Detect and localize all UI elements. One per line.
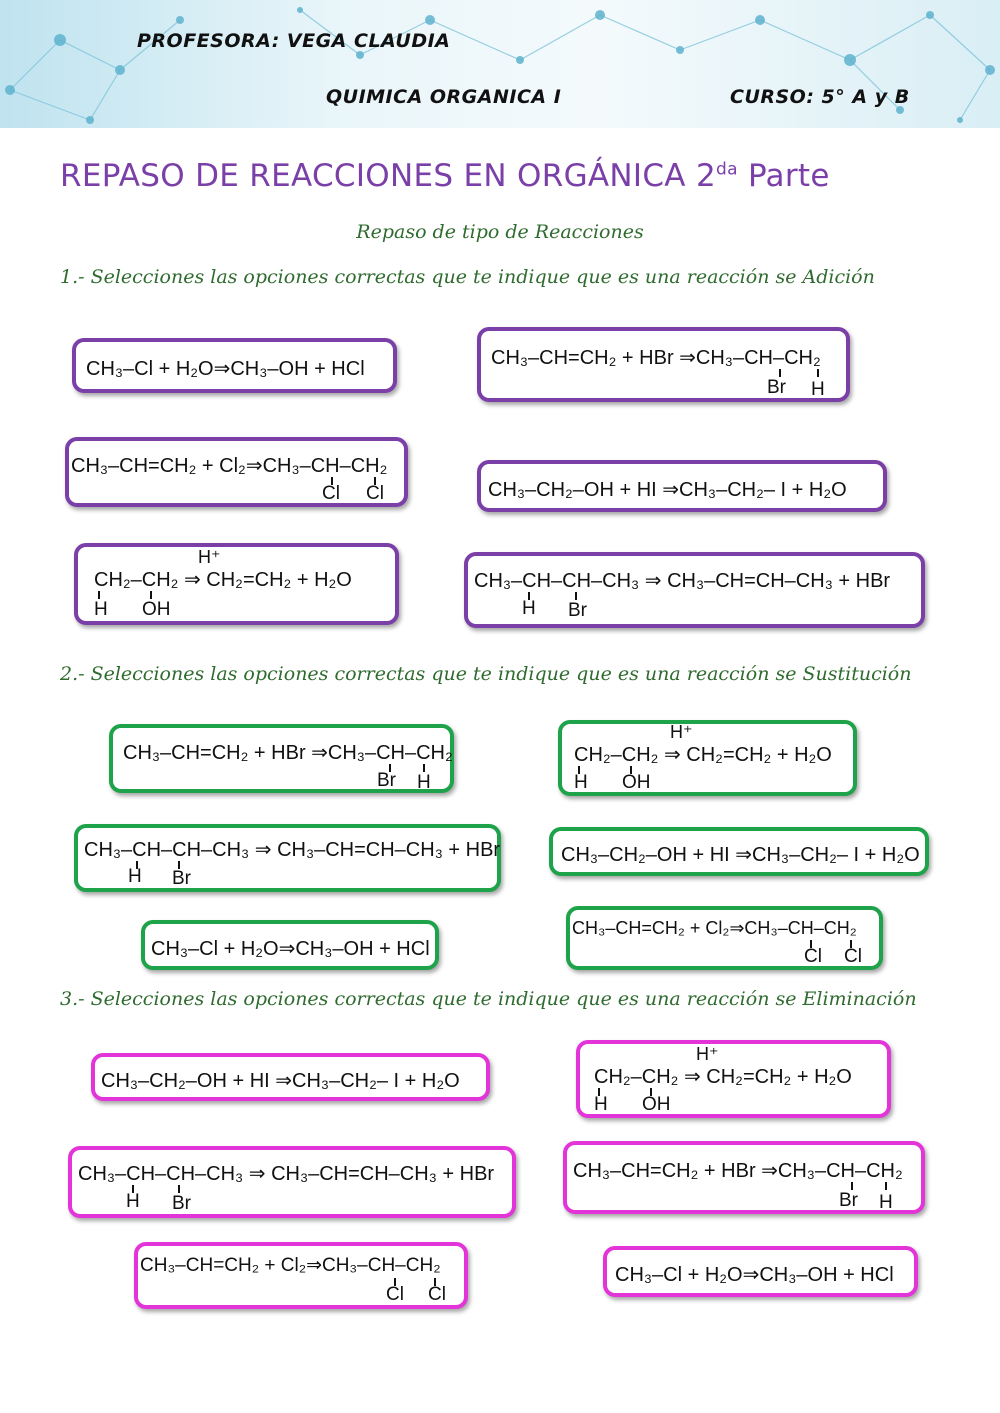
q3-option-propene-cl2[interactable]: CH₃–CH=CH₂ + Cl₂⇒CH₃–CH–CH₂ Cl Cl (134, 1242, 468, 1309)
q3-option-bromobutane-elimination[interactable]: CH₃–CH–CH–CH₃ ⇒ CH₃–CH=CH–CH₃ + HBr H Br (68, 1146, 516, 1218)
page-title: REPASO DE REACCIONES EN ORGÁNICA $2^{da}$ Parte (60, 158, 830, 194)
q3-option-chloromethane-hydrolysis[interactable]: CH₃–Cl + H₂O⇒CH₃–OH + HCl (603, 1246, 918, 1297)
question-2: 2.- Selecciones las opciones correctas que te indique que es una reacción se Sustitución (60, 663, 912, 685)
q1-option-ethanol-dehydration[interactable]: H⁺ CH₂–CH₂ ⇒ CH₂=CH₂ + H₂O H OH (74, 543, 399, 625)
question-3: 3.- Selecciones las opciones correctas que te indique que es una reacción se Eliminación (60, 988, 917, 1010)
course-label: CURSO: 5° A y B (730, 86, 910, 108)
q2-option-ethanol-hi[interactable]: CH₃–CH₂–OH + HI ⇒CH₃–CH₂– I + H₂O (549, 827, 929, 876)
q1-option-ethanol-hi[interactable]: CH₃–CH₂–OH + HI ⇒CH₃–CH₂– I + H₂O (477, 460, 887, 512)
question-1: 1.- Selecciones las opciones correctas que te indique que es una reacción se Adición (60, 266, 875, 288)
subject-name: QUIMICA ORGANICA I (326, 86, 562, 108)
q3-option-propene-hbr[interactable]: CH₃–CH=CH₂ + HBr ⇒CH₃–CH–CH₂ Br H (563, 1141, 925, 1214)
q1-option-propene-hbr[interactable]: CH₃–CH=CH₂ + HBr ⇒CH₃–CH–CH₂ Br H (477, 327, 850, 402)
teacher-name: PROFESORA: VEGA CLAUDIA (137, 30, 451, 52)
q3-option-ethanol-dehydration[interactable]: H⁺ CH₂–CH₂ ⇒ CH₂=CH₂ + H₂O H OH (576, 1040, 891, 1118)
q1-option-bromobutane-elimination[interactable]: CH₃–CH–CH–CH₃ ⇒ CH₃–CH=CH–CH₃ + HBr H Br (464, 552, 925, 628)
header-banner (0, 0, 1000, 128)
page-subtitle: Repaso de tipo de Reacciones (356, 221, 644, 243)
q1-option-propene-cl2[interactable]: CH₃–CH=CH₂ + Cl₂⇒CH₃–CH–CH₂ Cl Cl (65, 437, 408, 507)
q2-option-bromobutane-elimination[interactable]: CH₃–CH–CH–CH₃ ⇒ CH₃–CH=CH–CH₃ + HBr H Br (74, 824, 501, 892)
q3-option-ethanol-hi[interactable]: CH₃–CH₂–OH + HI ⇒CH₃–CH₂– I + H₂O (91, 1053, 490, 1101)
q1-option-chloromethane-hydrolysis[interactable]: CH₃–Cl + H₂O⇒CH₃–OH + HCl (72, 338, 397, 393)
q2-option-chloromethane-hydrolysis[interactable]: CH₃–Cl + H₂O⇒CH₃–OH + HCl (141, 920, 439, 970)
q2-option-propene-hbr[interactable]: CH₃–CH=CH₂ + HBr ⇒CH₃–CH–CH₂ Br H (109, 724, 454, 793)
q2-option-propene-cl2[interactable]: CH₃–CH=CH₂ + Cl₂⇒CH₃–CH–CH₂ Cl Cl (566, 906, 883, 970)
q2-option-ethanol-dehydration[interactable]: H⁺ CH₂–CH₂ ⇒ CH₂=CH₂ + H₂O H OH (558, 720, 857, 796)
molecule-network-decoration (0, 0, 1000, 128)
